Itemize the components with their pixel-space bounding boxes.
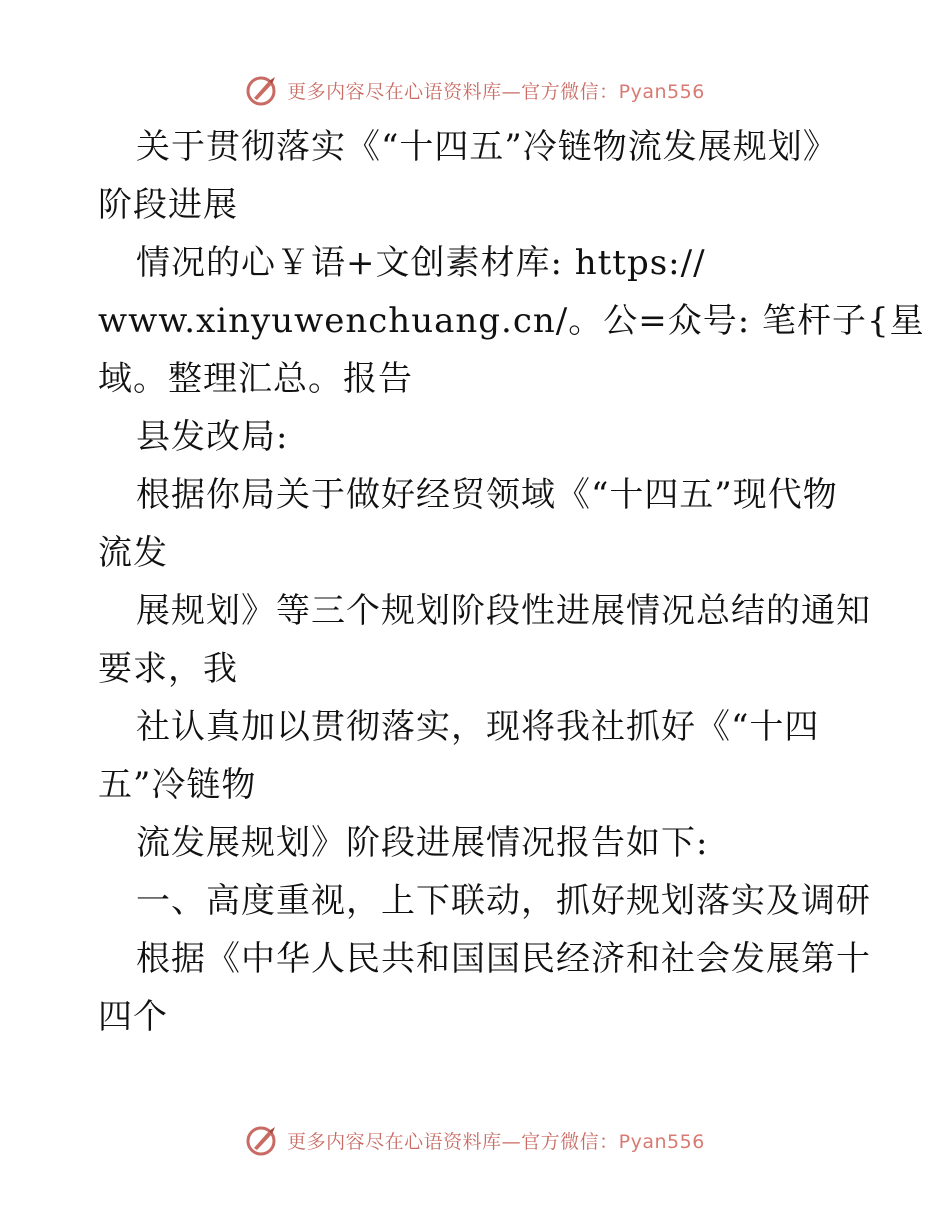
header-watermark [0, 70, 950, 110]
doc-line-9: 展规划》等三个规划阶段性进展情况总结的通知 [136, 591, 871, 631]
doc-line-11: 社认真加以贯彻落实，现将我社抓好《“十四 [136, 707, 820, 747]
doc-title-line-2: 阶段进展 [98, 185, 238, 225]
doc-line-10: 要求，我 [98, 649, 238, 689]
doc-title-line-1: 关于贯彻落实《“十四五”冷链物流发展规划》 [136, 127, 838, 167]
doc-line-4: www.xinyuwenchuang.cn/。公=众号: 笔杆子{星 [98, 301, 925, 341]
doc-line-5: 域。整理汇总。报告 [98, 359, 413, 399]
watermark-text: 更多内容尽在心语资料库—官方微信：Pyan556 [287, 1130, 705, 1153]
doc-line-3: 情况的心￥语+文创素材库: https:// [136, 243, 706, 283]
document-body [98, 118, 925, 1046]
doc-line-8: 流发 [98, 533, 168, 573]
doc-line-7: 根据你局关于做好经贸领域《“十四五”现代物 [136, 475, 838, 515]
watermark-wechat-id: Pyan556 [618, 1130, 705, 1153]
doc-salutation: 县发改局: [136, 417, 289, 457]
doc-line-16: 四个 [98, 997, 168, 1037]
doc-line-12: 五”冷链物 [98, 765, 257, 805]
watermark-text: 更多内容尽在心语资料库—官方微信：Pyan556 [287, 80, 705, 103]
doc-line-13: 流发展规划》阶段进展情况报告如下: [136, 823, 709, 863]
footer-watermark [0, 1120, 950, 1160]
doc-line-15: 根据《中华人民共和国国民经济和社会发展第十 [136, 939, 871, 979]
quill-logo-icon [245, 1123, 279, 1157]
quill-logo-icon [245, 73, 279, 107]
watermark-wechat-id: Pyan556 [618, 80, 705, 103]
doc-section-heading-1: 一、高度重视，上下联动，抓好规划落实及调研 [136, 881, 871, 921]
